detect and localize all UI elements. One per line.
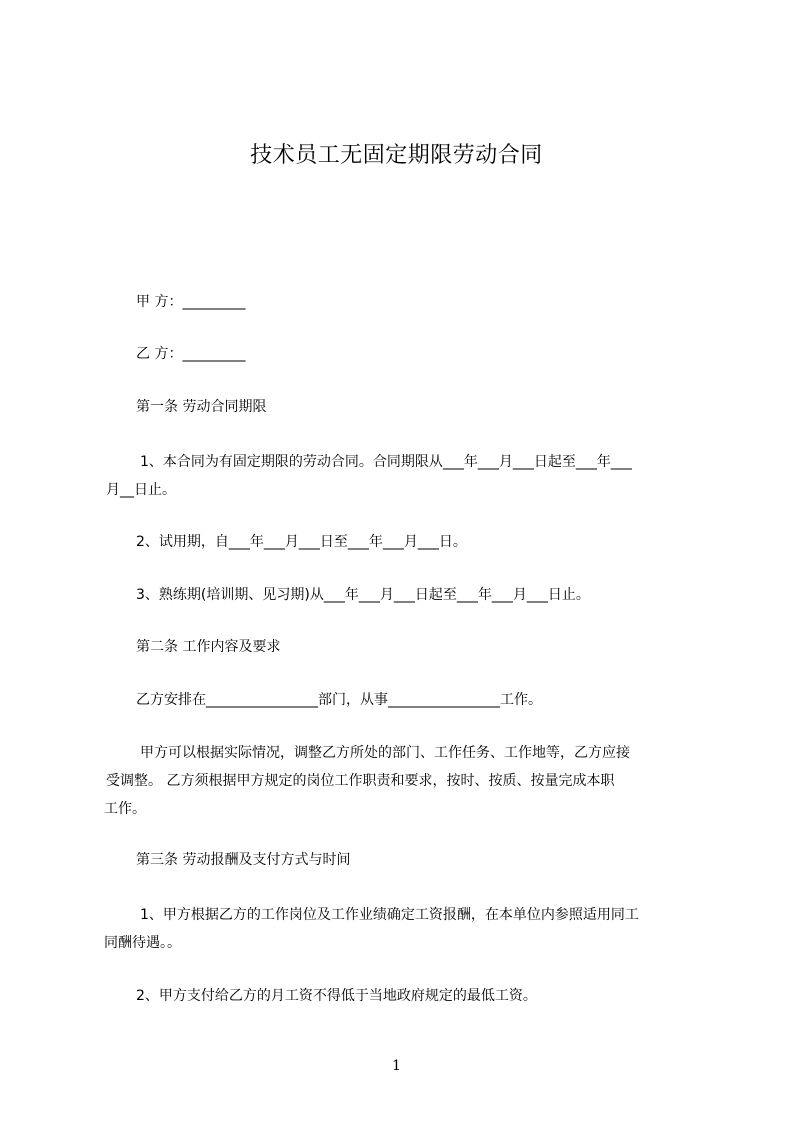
page-number: 1 [392,1058,401,1074]
article-1-item-1-line-1: 1、本合同为有固定期限的劳动合同。合同期限从___年___月___日起至___年___ [140,454,632,470]
article-2-assignment: 乙方安排在________________部门，从事________________工作。 [136,692,542,708]
article-1-item-2: 2、试用期，自___年___月___日至___年___月___日。 [136,534,467,550]
article-3-item-2: 2、甲方支付给乙方的月工资不得低于当地政府规定的最低工资。 [136,988,537,1004]
article-2-paragraph-line-3: 工作。 [104,801,146,817]
document-title: 技术员工无固定期限劳动合同 [250,143,543,168]
article-1-item-3: 3、熟练期(培训期、见习期)从___年___月___日起至___年___月___日止。 [136,587,590,603]
article-1-heading: 第一条 劳动合同期限 [136,399,267,415]
article-3-heading: 第三条 劳动报酬及支付方式与时间 [136,852,351,868]
article-1-item-1-line-2: 月__日止。 [106,482,176,498]
article-3-item-1-line-2: 同酬待遇。。 [104,935,181,951]
article-2-paragraph-line-1: 甲方可以根据实际情况，调整乙方所处的部门、工作任务、工作地等，乙方应接 [140,745,630,761]
party-b-line: 乙 方：_________ [136,346,246,362]
article-3-item-1-line-1: 1、甲方根据乙方的工作岗位及工作业绩确定工资报酬，在本单位内参照适用同工 [140,907,639,923]
party-a-line: 甲 方：_________ [136,294,246,310]
article-2-heading: 第二条 工作内容及要求 [136,639,281,655]
article-2-paragraph-line-2: 受调整。 乙方须根据甲方规定的岗位工作职责和要求，按时、按质、按量完成本职 [106,773,615,789]
